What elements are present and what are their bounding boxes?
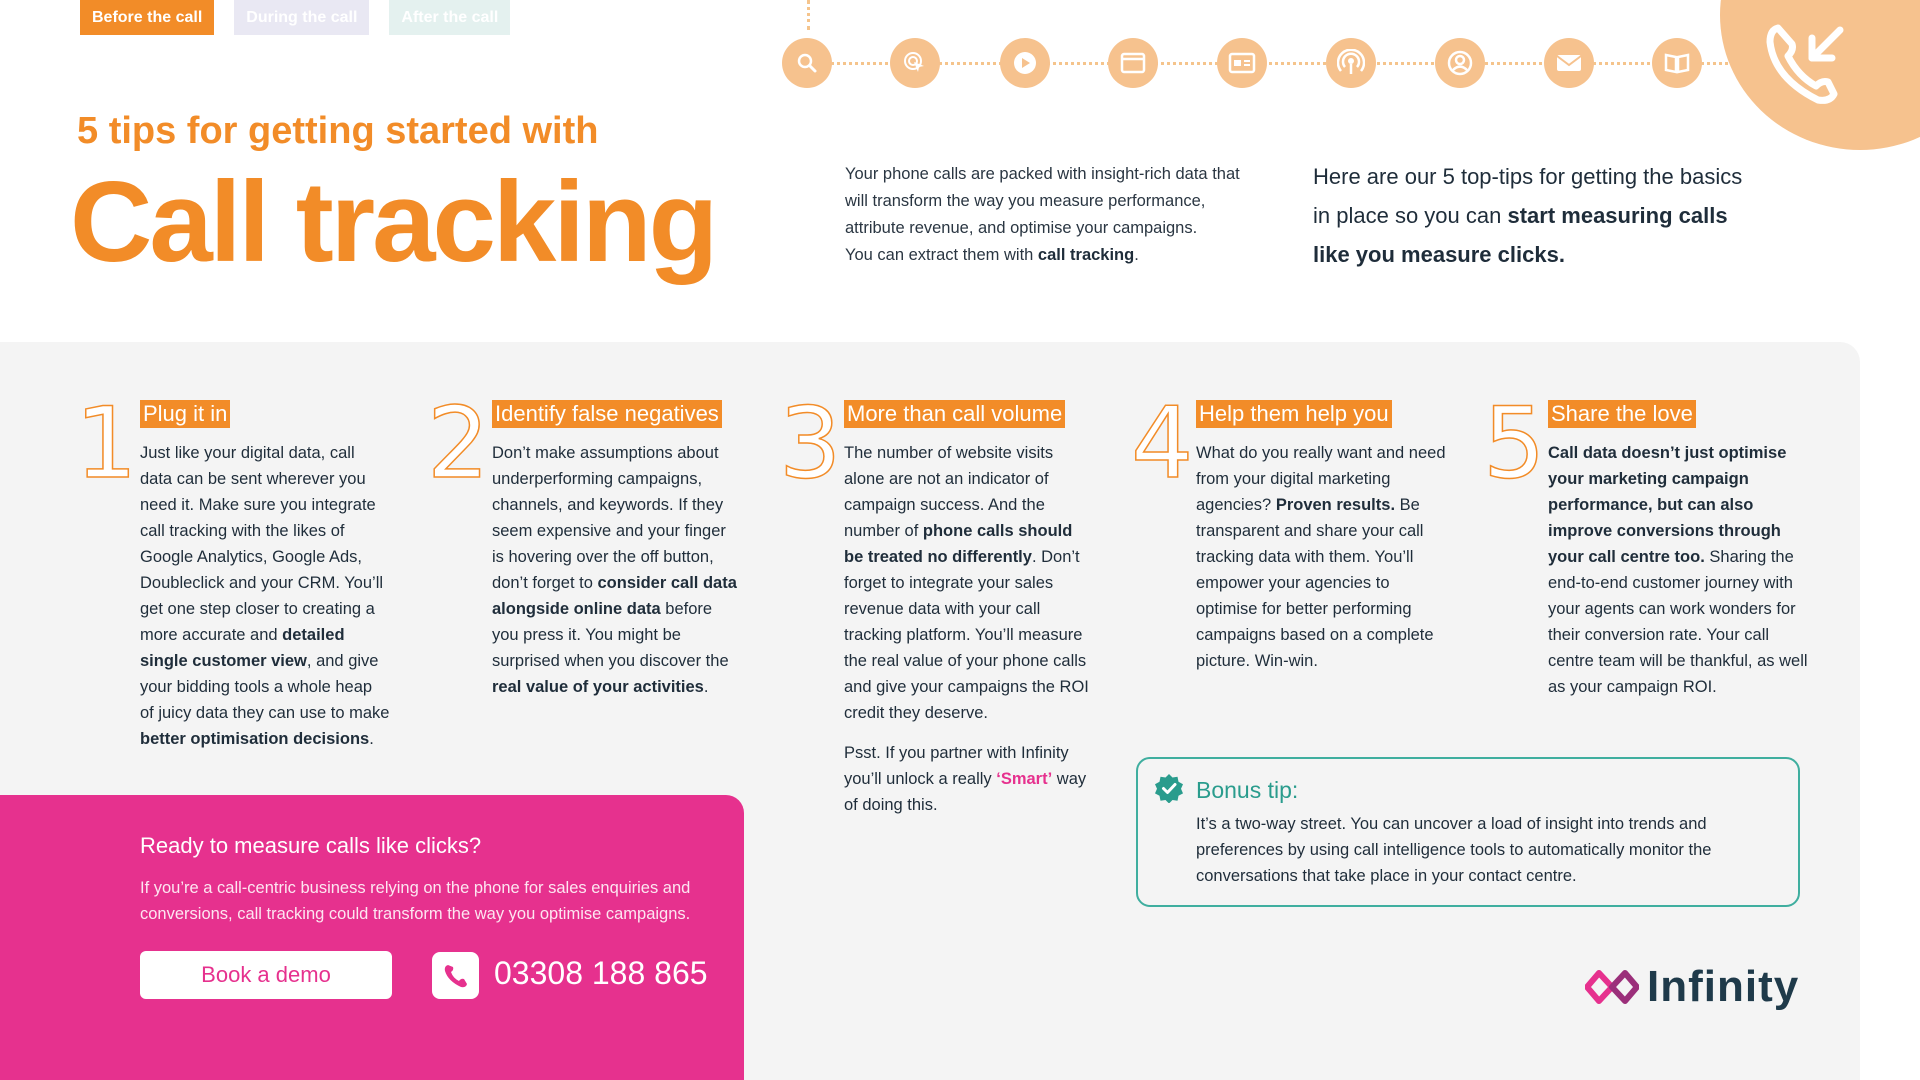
bonus-tip-heading: Bonus tip: (1196, 777, 1299, 803)
tip-number: 1 (75, 387, 138, 501)
broadcast-icon (1326, 38, 1376, 88)
phone-icon (432, 952, 479, 999)
phone-incoming-icon (1720, 0, 1920, 150)
bonus-tip-text: It’s a two-way street. You can uncover a load of insight into trends and preferences by using call intelligence tools to automatically monitor the conversations that take place in your contact centre. (1196, 815, 1712, 885)
tip-number: 5 (1483, 387, 1546, 501)
click-icon (890, 38, 940, 88)
tip-body (844, 440, 1094, 818)
tip-heading: More than call volume (844, 400, 1065, 428)
cta-text: If you’re a call-centric business relying on the phone for sales enquiries and conversions, call tracking could transform the way you optimise campaigns. (140, 879, 691, 923)
intro-line1: Your phone calls are packed with insight-rich data that will transform the way you measure performance, attribute revenue, and optimise your campaigns. (845, 165, 1240, 237)
stage-tabs (80, 0, 510, 35)
tip-text: Psst. If you partner with Infinity you’ll unlock a really (844, 744, 1069, 788)
search-icon (782, 38, 832, 88)
tip-text: . Don’t forget to integrate your sales revenue data with your call tracking platform. You’ll measure the real value of your phone calls and give your campaigns the ROI credit they deserve. (844, 548, 1089, 722)
tip-text: . (703, 678, 709, 696)
tip-body (1196, 440, 1446, 674)
tip-text: , and give your bidding tools a whole heap of juicy data they can use to make (140, 652, 390, 722)
tip-number: 3 (779, 387, 842, 501)
tip-number: 2 (427, 387, 490, 501)
tip-heading: Share the love (1548, 400, 1696, 428)
tip-bold: detailed single customer view (140, 626, 345, 670)
tip-text: What do you really want and need from your digital marketing agencies? (1196, 444, 1446, 514)
infinity-logo (1585, 962, 1799, 1012)
tip-body (140, 440, 390, 752)
tip-3 (779, 387, 1094, 832)
page-title: Call tracking (70, 159, 716, 286)
tip-bold: Proven results. (1275, 496, 1396, 514)
intro-paragraph (845, 161, 1265, 269)
intro-line2-pre: You can extract them with (845, 246, 1038, 264)
tip-number: 4 (1131, 387, 1194, 501)
tip-text: way of doing this. (844, 770, 1087, 814)
tip-psst (844, 740, 1094, 818)
play-icon (1000, 38, 1050, 88)
tip-5 (1483, 387, 1808, 700)
email-icon (1544, 38, 1594, 88)
cta-panel (0, 795, 744, 1080)
tip-text: Just like your digital data, call data can be sent wherever you need it. Make sure you integrate call tracking with the likes of Google Analytics, Google Ads, Doubleclick and your CRM. You’ll get one step closer to creating a more accurate and (140, 444, 384, 644)
tip-text: Sharing the end-to-end customer journey with your agents can work wonders for their conversion rate. Your call centre team will be thankful, as well as your campaign ROI. (1548, 548, 1808, 696)
tab-during-the-call[interactable]: During the call (234, 0, 369, 35)
tip-bold: real value of your activities (492, 678, 704, 696)
tip-text: Be transparent and share your call tracking data with them. You’ll empower your agencies to optimise for better performing campaigns based on a complete picture. Win-win. (1196, 496, 1434, 670)
book-demo-button[interactable]: Book a demo (140, 951, 392, 999)
smart-highlight: ‘Smart’ (996, 770, 1053, 788)
tip-text: Don’t make assumptions about underperforming campaigns, channels, and keywords. If they seem expensive and your finger is hovering over the off button, don’t forget to (492, 444, 726, 592)
user-icon (1435, 38, 1485, 88)
tip-bold: better optimisation decisions (140, 730, 370, 748)
logo-text: Infinity (1647, 962, 1800, 1011)
page-pretitle: 5 tips for getting started with (77, 110, 599, 152)
tip-body (492, 440, 742, 700)
journey-strip (780, 30, 1780, 100)
tab-before-the-call[interactable]: Before the call (80, 0, 214, 35)
tip-text: The number of website visits alone are not an indicator of campaign success. And the number of (844, 444, 1054, 540)
tip-text: . (369, 730, 374, 748)
tip-bold: phone calls should be treated no differently (844, 522, 1073, 566)
tip-heading: Identify false negatives (492, 400, 722, 428)
intro-line2-bold: call tracking (1037, 246, 1135, 264)
infinity-logo-mark (1585, 969, 1639, 1005)
verified-check-icon (1154, 773, 1184, 808)
tip-heading: Plug it in (140, 400, 230, 428)
phone-number[interactable]: 03308 188 865 (494, 955, 708, 991)
browser-icon (1108, 38, 1158, 88)
intro-highlight (1313, 157, 1743, 274)
tip-bold: Call data doesn’t just optimise your marketing campaign performance, but can also improve conversions through your call centre too. (1548, 444, 1787, 566)
tip-body (1548, 440, 1808, 700)
tip-bold: consider call data alongside online data (492, 574, 737, 618)
tip-text: before you press it. You might be surprised when you discover the (492, 600, 729, 670)
ad-icon (1217, 38, 1267, 88)
tip-heading: Help them help you (1196, 400, 1392, 428)
intro2-pre: Here are our 5 top-tips for getting the basics in place so you can (1313, 164, 1743, 228)
journey-connector (807, 0, 810, 30)
intro-line2-post: . (1134, 246, 1139, 264)
tab-after-the-call[interactable]: After the call (389, 0, 510, 35)
tip-2 (427, 387, 742, 700)
book-icon (1652, 38, 1702, 88)
intro2-bold: start measuring calls like you measure clicks. (1313, 203, 1728, 267)
cta-heading: Ready to measure calls like clicks? (140, 833, 482, 858)
tip-1 (75, 387, 390, 752)
bonus-tip-box (1136, 757, 1800, 907)
tip-paragraph (844, 440, 1094, 726)
tip-4 (1131, 387, 1446, 674)
